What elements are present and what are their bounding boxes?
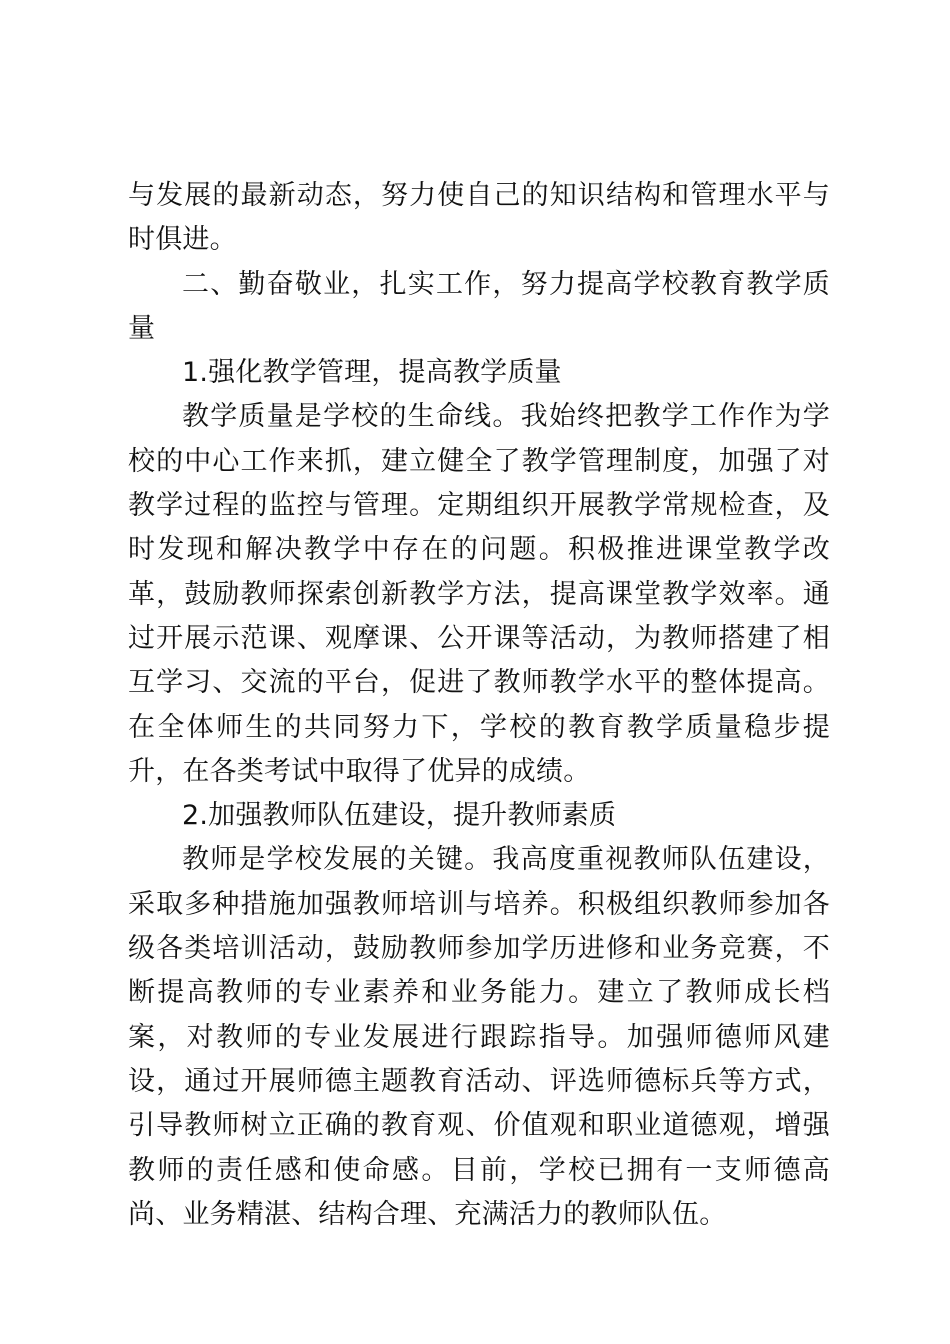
- document-body: [128, 174, 830, 1237]
- sub-heading-teaching-management: 1.强化教学管理，提高教学质量: [182, 357, 562, 389]
- paragraph-teaching-quality: 教学质量是学校的生命线。我始终把教学工作作为学校的中心工作来抓，建立健全了教学管理制度，加强了对教学过程的监控与管理。定期组织开展教学常规检查，及时发现和解决教学中存在的问题。积极推进课堂教学改革，鼓励教师探索创新教学方法，提高课堂教学效率。通过开展示范课、观摩课、公开课等活动，为教师搭建了相互学习、交流的平台，促进了教师教学水平的整体提高。在全体师生的共同努力下，学校的教育教学质量稳步提升，在各类考试中取得了优异的成绩。: [128, 401, 830, 787]
- paragraph-continuation: 与发展的最新动态，努力使自己的知识结构和管理水平与时俱进。: [128, 180, 830, 256]
- section-heading: 二、勤奋敬业，扎实工作，努力提高学校教育教学质量: [128, 268, 830, 344]
- paragraph-teacher-team: 教师是学校发展的关键。我高度重视教师队伍建设，采取多种措施加强教师培训与培养。积极组织教师参加各级各类培训活动，鼓励教师参加学历进修和业务竞赛，不断提高教师的专业素养和业务能力。建立了教师成长档案，对教师的专业发展进行跟踪指导。加强师德师风建设，通过开展师德主题教育活动、评选师德标兵等方式，引导教师树立正确的教育观、价值观和职业道德观，增强教师的责任感和使命感。目前，学校已拥有一支师德高尚、业务精湛、结构合理、充满活力的教师队伍。: [128, 844, 830, 1230]
- sub-heading-teacher-team: 2.加强教师队伍建设，提升教师素质: [182, 800, 617, 832]
